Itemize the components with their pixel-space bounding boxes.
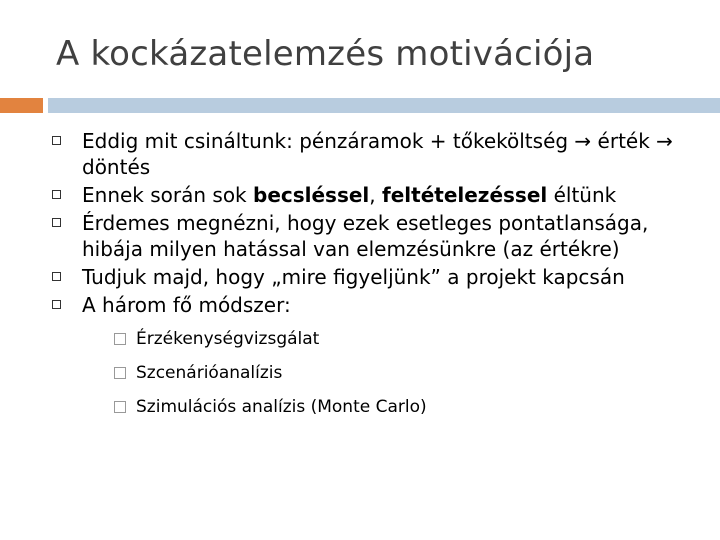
bullet-text: Tudjuk majd, hogy „mire figyeljünk” a projekt kapcsán — [82, 265, 625, 289]
method-list — [82, 328, 712, 418]
bullet-text: A három fő módszer: — [82, 293, 291, 317]
bullet-text-pre: Ennek során sok — [82, 183, 253, 207]
square-bullet-icon — [52, 190, 61, 199]
bullet-item — [52, 292, 712, 418]
method-item — [114, 328, 712, 350]
bullet-item — [52, 182, 712, 208]
bullet-item — [52, 128, 712, 180]
method-label: Érzékenységvizsgálat — [136, 329, 320, 349]
method-item — [114, 396, 712, 418]
checkbox-bullet-icon — [114, 401, 126, 413]
bullet-text-post: éltünk — [547, 183, 617, 207]
bullet-bold-becsles: becsléssel — [253, 183, 370, 207]
square-bullet-icon — [52, 300, 61, 309]
method-label: Szcenárióanalízis — [136, 363, 283, 383]
method-label: Szimulációs analízis (Monte Carlo) — [136, 397, 427, 417]
title-rule-bar — [48, 98, 720, 113]
method-item — [114, 362, 712, 384]
square-bullet-icon — [52, 218, 61, 227]
bullet-text: Eddig mit csináltunk: pénzáramok + tőkeköltség → érték → döntés — [82, 129, 673, 179]
bullet-item — [52, 210, 712, 262]
bullet-text-mid: , — [369, 183, 383, 207]
square-bullet-icon — [52, 136, 61, 145]
checkbox-bullet-icon — [114, 333, 126, 345]
bullet-list — [52, 128, 712, 430]
bullet-item — [52, 264, 712, 290]
title-accent-bar — [0, 98, 43, 113]
bullet-text: Érdemes megnézni, hogy ezek esetleges pontatlansága, hibája milyen hatással van elemzésünkre (az értékre) — [82, 211, 649, 261]
slide-title: A kockázatelemzés motivációja — [56, 34, 595, 74]
checkbox-bullet-icon — [114, 367, 126, 379]
square-bullet-icon — [52, 272, 61, 281]
bullet-bold-feltetelezes: feltételezéssel — [382, 183, 548, 207]
